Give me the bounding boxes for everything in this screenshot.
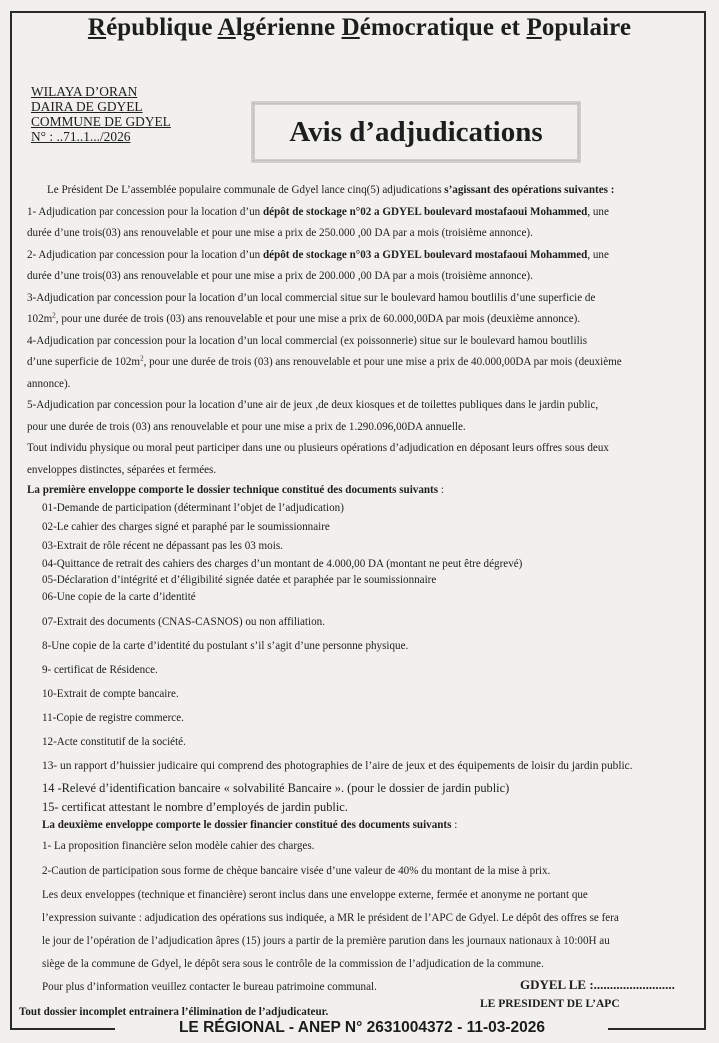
item-4-line-2: [27, 352, 697, 374]
item-1-text: 1- Adjudication par concession pour la location d’un: [27, 205, 263, 218]
envelopes-note-line: l’expression suivante : adjudication des opérations sus indiquée, a MR le président de l’APC de Gdyel. Le dépôt des offres se fera: [42, 912, 619, 924]
item-2-tail: , une: [587, 248, 609, 261]
republic-word-1: épublique: [106, 14, 218, 41]
item-5-line-1: 5-Adjudication par concession pour la location d’une air de jeux ,de deux kiosques et de toilettes publiques dans le jardin public,: [27, 399, 599, 411]
doc-item: 01-Demande de participation (déterminant l’objet de l’adjudication): [42, 502, 344, 514]
doc-item: 05-Déclaration d’intégrité et d’éligibilité signée datée et paraphée par le soumissionnaire: [42, 574, 437, 586]
second-envelope-docs: [27, 834, 697, 999]
item-4-line-3: annonce).: [27, 377, 71, 390]
first-envelope-heading: [27, 481, 697, 499]
item-1-line-2: durée d’une trois(03) ans renouvelable et pour une mise a prix de 250.000 ,00 DA par a mois (troisième annonce).: [27, 227, 533, 239]
notice-title: Avis d’adjudications: [289, 115, 543, 148]
doc-item: 10-Extrait de compte bancaire.: [42, 688, 179, 700]
envelopes-note-line: le jour de l’opération de l’adjudication âpres (15) jours a partir de la première parution dans les journaux nationaux à 10:00H au: [42, 935, 610, 947]
item-5-line-2: pour une durée de trois (03) ans renouvelable et pour une mise a prix de 1.290.096,00DA annuelle.: [27, 420, 466, 433]
doc-item: 03-Extrait de rôle récent ne dépassant pas les 03 mois.: [42, 540, 283, 552]
envelopes-note-line: Les deux enveloppes (technique et financière) seront inclus dans une enveloppe externe, fermée et anonyme ne portant que: [42, 889, 588, 901]
item-3-line-2: [27, 309, 697, 331]
first-envelope-colon: :: [438, 484, 444, 496]
republic-initial-d: D: [341, 14, 360, 41]
reference-number: N° : ..71..1.../2026: [31, 129, 131, 144]
administrative-block: [31, 84, 171, 144]
item-3-line-1: 3-Adjudication par concession pour la location d’un local commercial situe sur le boulevard hamou boutlilis d’une superficie de: [27, 291, 596, 304]
item-2-text: 2- Adjudication par concession pour la location d’un: [27, 248, 263, 261]
intro-paragraph: [27, 180, 697, 202]
notice-body: [19, 180, 697, 1025]
commune-label: COMMUNE DE GDYEL: [31, 114, 171, 129]
doc-item: 02-Le cahier des charges signé et paraphé par le soumissionnaire: [42, 521, 330, 533]
wilaya-label: WILAYA D’ORAN: [31, 84, 138, 99]
envelopes-note-line: siège de la commune de Gdyel, le dépôt sera sous le contrôle de la commission de l’adjudication de la commune.: [42, 958, 544, 970]
doc-item: 2-Caution de participation sous forme de chèque bancaire visée d’une valeur de 40% du montant de la mise à prix.: [42, 865, 551, 877]
item-4-tail: , pour une durée de trois (03) ans renouvelable et pour une mise a prix de 40.000,00DA par mois (deuxième: [143, 356, 622, 368]
doc-item: 11-Copie de registre commerce.: [42, 712, 184, 724]
signature-title: LE PRESIDENT DE L’APC: [480, 998, 620, 1010]
frame-bottom-rule-left: [10, 1028, 115, 1030]
doc-item: 14 -Relevé d’identification bancaire « solvabilité Bancaire ». (pour le dossier de jardin public): [42, 781, 510, 795]
signature-place-date: GDYEL LE :.........................: [520, 977, 675, 992]
item-3-area-exponent: 2: [52, 311, 56, 320]
first-envelope-heading-text: La première enveloppe comporte le dossier technique constitué des documents suivants: [27, 484, 439, 496]
doc-item: 12-Acte constitutif de la société.: [42, 736, 186, 748]
doc-item: 8-Une copie de la carte d’identité du postulant s’il s’agit d’une personne physique.: [42, 640, 409, 652]
envelopes-note-line: Pour plus d’information veuillez contacter le bureau patrimoine communal.: [42, 981, 377, 993]
intro-text: Le Président De L’assemblée populaire communale de Gdyel lance cinq(5) adjudications: [47, 184, 445, 196]
item-4-area: d’une superficie de 102m: [27, 356, 141, 368]
item-2-bold: dépôt de stockage n°03 a GDYEL boulevard mostafaoui Mohammed: [263, 248, 588, 261]
first-envelope-docs: [27, 499, 697, 816]
participation-line-1: Tout individu physique ou moral peut participer dans une ou plusieurs opérations d’adjudication en déposant leurs offres sous deux: [27, 442, 609, 454]
item-3-tail: , pour une durée de trois (03) ans renouvelable et pour une mise a prix de 60.000,00DA par mois (deuxième annonce).: [55, 313, 581, 325]
doc-item: 04-Quittance de retrait des cahiers des charges d’un montant de 4.000,00 DA (montant ne peut être dégrevé): [42, 558, 523, 570]
item-2-line-1: [27, 245, 697, 267]
second-envelope-heading-text: La deuxième enveloppe comporte le dossier financier constitué des documents suivants: [42, 819, 452, 831]
daira-label: DAIRA DE GDYEL: [31, 99, 143, 114]
doc-item: 13- un rapport d’huissier judicaire qui comprend des photographies de l’aire de jeux et des équipements de loisir du jardin public.: [42, 760, 633, 772]
republic-initial-p: P: [526, 14, 542, 41]
second-envelope-heading: [27, 816, 697, 834]
item-1-bold: dépôt de stockage n°02 a GDYEL boulevard mostafaoui Mohammed: [263, 205, 588, 218]
doc-item: 15- certificat attestant le nombre d’employés de jardin public.: [42, 800, 348, 814]
republic-word-3: émocratique et: [359, 14, 527, 41]
frame-bottom-rule-right: [608, 1028, 706, 1030]
republic-initial-r: R: [87, 14, 107, 41]
item-4-area-exponent: 2: [140, 354, 144, 363]
publication-footer: LE RÉGIONAL - ANEP N° 2631004372 - 11-03-2026: [178, 1019, 546, 1036]
doc-item: 06-Une copie de la carte d’identité: [42, 591, 196, 603]
republic-heading: [0, 14, 719, 42]
doc-item: 9- certificat de Résidence.: [42, 664, 158, 676]
item-2-line-2: durée d’une trois(03) ans renouvelable et pour une mise a prix de 200.000 ,00 DA par a mois (troisième annonce).: [27, 270, 533, 282]
second-envelope-colon: :: [451, 819, 458, 831]
republic-word-4: opulaire: [541, 14, 632, 41]
republic-word-2: lgérienne: [235, 14, 342, 41]
republic-initial-a: A: [217, 14, 236, 41]
item-4-line-1: 4-Adjudication par concession pour la location d’un local commercial (ex poissonnerie) situe sur le boulevard hamou boutlilis: [27, 334, 588, 347]
incomplete-file-warning: Tout dossier incomplet entrainera l’élimination de l’adjudicateur.: [19, 1006, 329, 1018]
participation-line-2: enveloppes distinctes, séparées et fermées.: [27, 463, 217, 476]
item-3-area: 102m: [27, 313, 53, 325]
doc-item: 1- La proposition financière selon modèle cahier des charges.: [42, 840, 315, 852]
notice-title-box: [251, 101, 581, 163]
item-1-tail: , une: [587, 205, 609, 218]
item-1-line-1: [27, 202, 697, 224]
doc-item: 07-Extrait des documents (CNAS-CASNOS) ou non affiliation.: [42, 616, 325, 628]
intro-bold-text: s’agissant des opérations suivantes :: [444, 184, 615, 196]
